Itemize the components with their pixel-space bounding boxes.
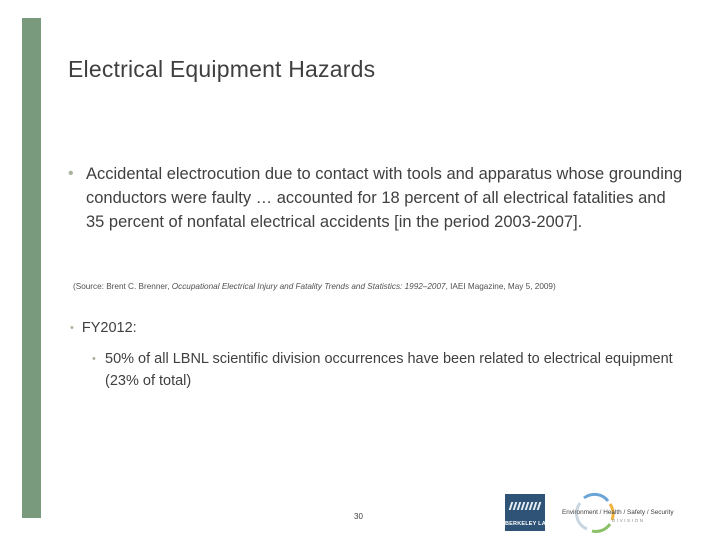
source-suffix: , IAEI Magazine, May 5, 2009) (445, 282, 556, 291)
fy-bullet (70, 320, 137, 336)
main-bullet-text: Accidental electrocution due to contact with tools and apparatus whose grounding conductors were faulty … accounted for 18 percent of all electrical fatalities and 35 percent of nonfatal electrical accidents [in the period 2003-2007]. (86, 165, 683, 231)
bullet-dot-icon: • (92, 353, 96, 365)
berkeley-lab-mark-icon (508, 502, 542, 512)
berkeley-lab-logo (505, 494, 551, 531)
source-title: Occupational Electrical Injury and Fatality Trends and Statistics: 1992–2007 (171, 282, 446, 291)
slide-title: Electrical Equipment Hazards (68, 56, 376, 82)
sub-bullet-text: 50% of all LBNL scientific division occurrences have been related to electrical equipment (23% of total) (105, 351, 673, 389)
source-citation (73, 282, 693, 291)
ehss-division-text: DIVISION (612, 518, 645, 523)
ehss-logo-text: Environment / Health / Safety / Security (562, 509, 674, 516)
bullet-dot-icon: • (68, 165, 74, 182)
side-accent-bar (22, 18, 41, 518)
berkeley-lab-logo-text: BERKELEY LAB (505, 521, 551, 527)
source-prefix: (Source: Brent C. Brenner, (73, 282, 172, 291)
page-number: 30 (354, 512, 363, 521)
fy-label: FY2012: (81, 320, 137, 336)
bullet-dot-icon: • (70, 322, 74, 334)
